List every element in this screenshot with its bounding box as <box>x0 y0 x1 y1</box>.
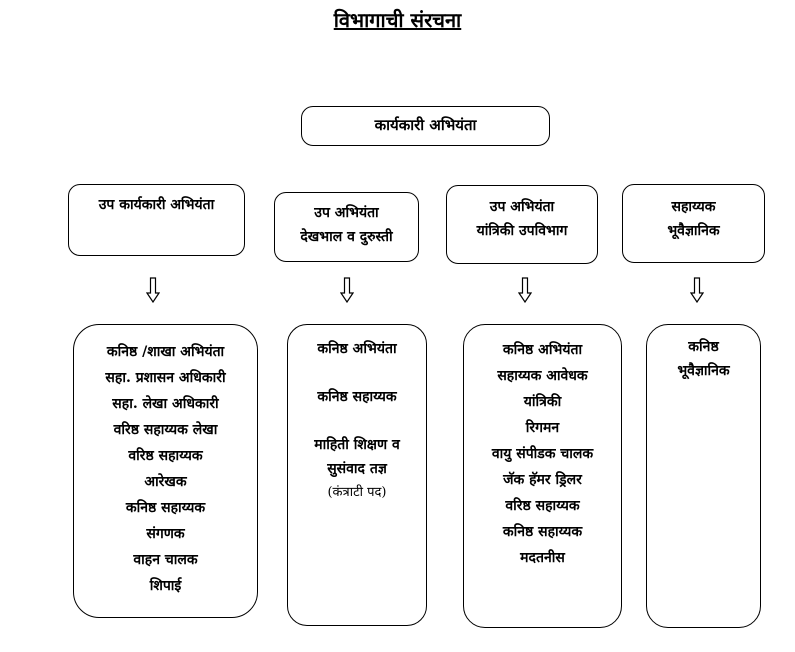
staff-3-8: कनिष्ठ सहाय्यक <box>502 524 583 540</box>
staff-box-4 <box>646 324 761 628</box>
down-arrow-icon <box>518 277 532 303</box>
root-label: कार्यकारी अभियंता <box>374 116 477 134</box>
staff-1-5: वरिष्ठ सहाय्यक <box>128 448 203 464</box>
staff-box-3 <box>463 324 622 628</box>
staff-3-7: वरिष्ठ सहाय्यक <box>505 498 580 514</box>
chart-title: विभागाची संरचना <box>333 8 462 32</box>
branch-head-1 <box>68 184 245 256</box>
staff-1-10: शिपाई <box>149 578 182 594</box>
branch-head-4-line-1: सहाय्यक <box>671 199 716 215</box>
root-node <box>301 106 550 146</box>
staff-1-8: संगणक <box>146 526 185 542</box>
branch-head-4-line-2: भूवैज्ञानिक <box>667 223 720 239</box>
staff-4-1: कनिष्ठ <box>688 339 719 355</box>
staff-1-2: सहा. प्रशासन अधिकारी <box>105 370 226 386</box>
staff-2-5: माहिती शिक्षण व <box>314 437 400 453</box>
staff-3-1: कनिष्ठ अभियंता <box>502 342 583 358</box>
staff-2-3: कनिष्ठ सहाय्यक <box>317 389 397 405</box>
staff-1-4: वरिष्ठ सहाय्यक लेखा <box>113 422 218 438</box>
staff-box-1 <box>73 324 258 618</box>
down-arrow-icon <box>340 277 354 303</box>
staff-2-1: कनिष्ठ अभियंता <box>317 341 397 357</box>
staff-3-3: यांत्रिकी <box>523 394 562 410</box>
staff-1-9: वाहन चालक <box>133 552 198 568</box>
staff-2-4 <box>288 409 426 433</box>
staff-box-2 <box>287 324 427 626</box>
branch-head-3-line-1: उप अभियंता <box>489 199 555 215</box>
staff-2-2 <box>288 361 426 385</box>
staff-1-3: सहा. लेखा अधिकारी <box>112 396 219 412</box>
staff-3-6: जॅक हॅमर ड्रिलर <box>503 472 582 488</box>
branch-head-4 <box>622 184 765 263</box>
branch-head-3-line-2: यांत्रिकी उपविभाग <box>476 223 568 239</box>
staff-1-7: कनिष्ठ सहाय्यक <box>125 500 206 516</box>
staff-4-2: भूवैज्ञानिक <box>677 363 730 379</box>
staff-3-5: वायु संपीडक चालक <box>491 446 594 462</box>
branch-head-3 <box>446 185 598 264</box>
branch-head-2-line-2: देखभाल व दुरुस्ती <box>300 229 393 245</box>
staff-2-6: सुसंवाद तज्ञ <box>327 461 387 477</box>
branch-head-1-line-1: उप कार्यकारी अभियंता <box>98 197 215 213</box>
staff-3-2: सहाय्यक आवेधक <box>497 368 588 384</box>
staff-3-9: मदतनीस <box>520 550 565 566</box>
staff-1-6: आरेखक <box>144 474 187 490</box>
staff-1-1: कनिष्ठ /शाखा अभियंता <box>106 344 225 360</box>
branch-head-2 <box>274 192 419 262</box>
down-arrow-icon <box>146 277 160 303</box>
branch-head-2-line-1: उप अभियंता <box>314 205 379 221</box>
staff-2-note: (कंत्राटी पद) <box>327 485 387 500</box>
staff-3-4: रिगमन <box>525 420 560 436</box>
down-arrow-icon <box>690 277 704 303</box>
